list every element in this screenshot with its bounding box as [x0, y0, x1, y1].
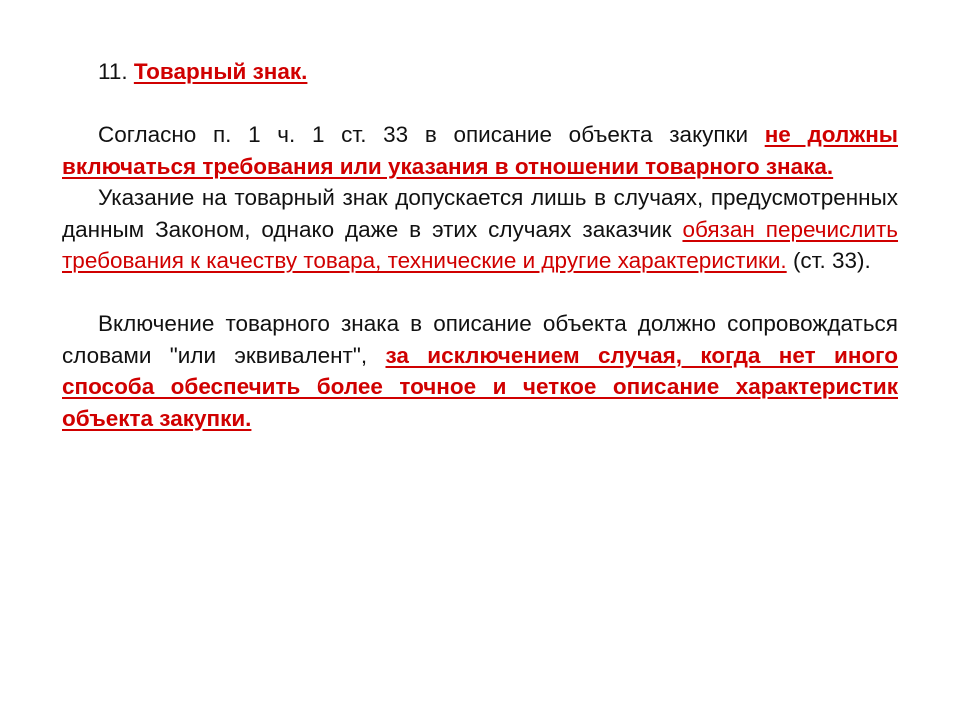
paragraph-exception-emphasis: обязан перечислить требования к качеству товара, технические и другие характеристики. [62, 216, 899, 273]
paragraph-equivalent-emphasis: за исключением случая, когда нет иного способа обеспечить более точное и четкое описание характеристик объекта закупки. [62, 342, 899, 431]
paragraph-prohibition-text: Согласно п. 1 ч. 1 ст. 33 в описание объекта закупки [98, 122, 765, 147]
paragraph-equivalent-text: Включение товарного знака в описание объекта должно сопровождаться словами "или эквивалент", [62, 311, 898, 368]
spacer [62, 88, 898, 120]
spacer [62, 277, 898, 309]
paragraph-exception-suffix: (ст. 33). [786, 248, 871, 273]
paragraph-exception [62, 182, 898, 277]
paragraph-prohibition-emphasis: не должны включаться требования или указания в отношении товарного знака. [62, 122, 899, 179]
section-heading [62, 56, 898, 88]
paragraph-exception-text: Указание на товарный знак допускается лишь в случаях, предусмотренных данным Законом, однако даже в этих случаях заказчик [62, 185, 898, 242]
section-number: 11. [98, 59, 134, 84]
paragraph-prohibition [62, 119, 898, 182]
paragraph-equivalent [62, 308, 898, 434]
slide-content [62, 56, 898, 434]
section-title: Товарный знак. [133, 59, 308, 84]
